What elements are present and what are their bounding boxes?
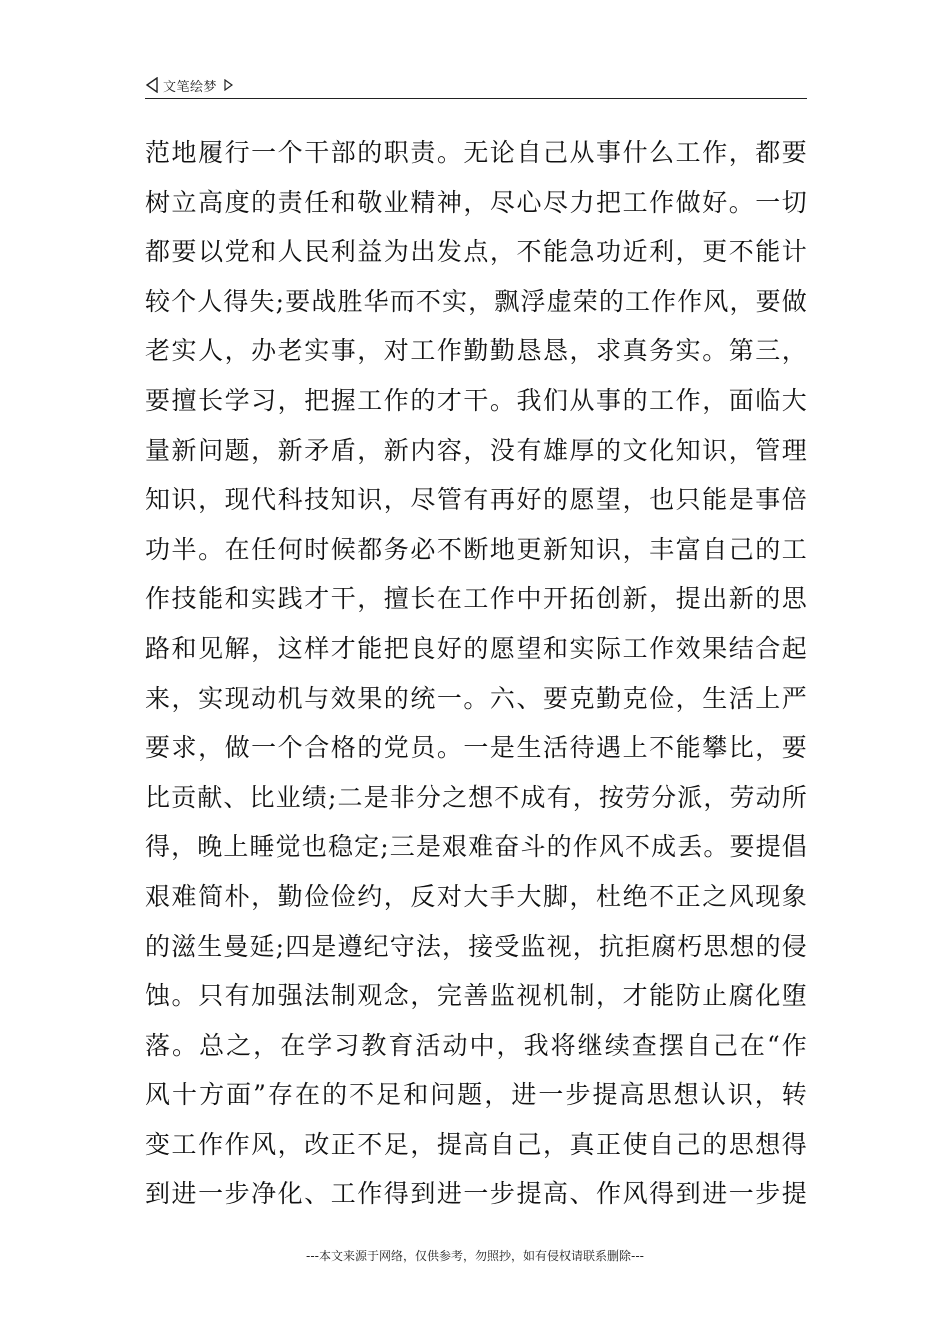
text-line: 都要以党和人民利益为出发点，不能急功近利，更不能计 [145, 237, 807, 267]
left-triangle-icon [145, 77, 159, 93]
text-line: 风十方面”存在的不足和问题，进一步提高思想认识，转 [145, 1080, 807, 1110]
text-line: 较个人得失;要战胜华而不实，飘浮虚荣的工作作风，要做 [145, 286, 807, 316]
text-line: 老实人，办老实事，对工作勤勤恳恳，求真务实。第三， [145, 336, 807, 366]
right-triangle-icon [223, 76, 233, 88]
header-title: 文笔绘梦 [163, 79, 218, 95]
text-line: 路和见解，这样才能把良好的愿望和实际工作效果结合起 [145, 633, 807, 663]
text-line: 到进一步净化、工作得到进一步提高、作风得到进一步提 [145, 1179, 807, 1209]
text-line: 作技能和实践才干，擅长在工作中开拓创新，提出新的思 [145, 584, 807, 614]
text-line: 的滋生曼延;四是遵纪守法，接受监视，抗拒腐朽思想的侵 [145, 931, 807, 961]
text-line: 艰难简朴，勤俭俭约，反对大手大脚，杜绝不正之风现象 [145, 881, 807, 911]
text-line: 要擅长学习，把握工作的才干。我们从事的工作，面临大 [145, 385, 807, 415]
footer-disclaimer: ---本文来源于网络，仅供参考，勿照抄，如有侵权请联系删除--- [306, 1249, 644, 1263]
text-line: 要求，做一个合格的党员。一是生活待遇上不能攀比，要 [145, 733, 807, 763]
text-line: 量新问题，新矛盾，新内容，没有雄厚的文化知识，管理 [145, 435, 807, 465]
text-line: 得，晚上睡觉也稳定;三是艰难奋斗的作风不成丢。要提倡 [145, 832, 807, 862]
text-line: 来，实现动机与效果的统一。六、要克勤克俭，生活上严 [145, 683, 807, 713]
text-line: 功半。在任何时候都务必不断地更新知识，丰富自己的工 [145, 534, 807, 564]
text-line: 树立高度的责任和敬业精神，尽心尽力把工作做好。一切 [145, 187, 807, 217]
document-body [145, 128, 807, 1219]
text-line: 落。总之，在学习教育活动中，我将继续查摆自己在“作 [145, 1030, 807, 1060]
text-line: 变工作作风，改正不足，提高自己，真正使自己的思想得 [145, 1129, 807, 1159]
text-line: 蚀。只有加强法制观念，完善监视机制，才能防止腐化堕 [145, 981, 807, 1011]
page-header [145, 72, 807, 99]
text-line: 比贡献、比业绩;二是非分之想不成有，按劳分派，劳动所 [145, 782, 807, 812]
text-line: 知识，现代科技知识，尽管有再好的愿望，也只能是事倍 [145, 485, 807, 515]
text-line: 范地履行一个干部的职责。无论自己从事什么工作，都要 [145, 138, 807, 167]
